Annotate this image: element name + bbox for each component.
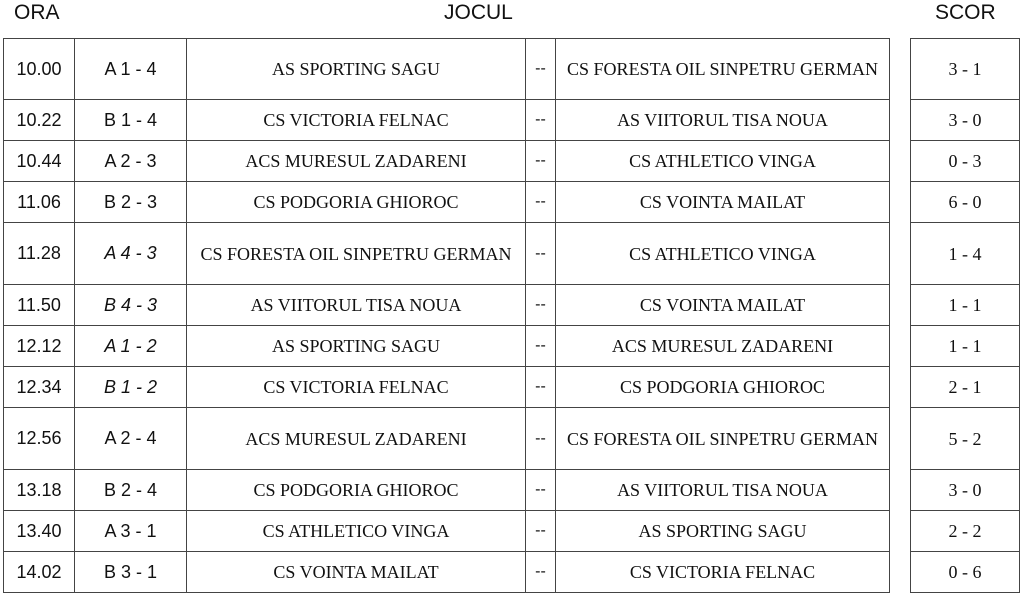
match-code: A 2 - 3 [75, 141, 187, 182]
match-row [4, 141, 890, 182]
score-row [911, 39, 1020, 100]
score-row [911, 511, 1020, 552]
score-row [911, 367, 1020, 408]
away-team: CS VOINTA MAILAT [556, 285, 890, 326]
home-team: AS SPORTING SAGU [187, 39, 526, 100]
match-code: A 1 - 4 [75, 39, 187, 100]
versus-separator: -- [526, 223, 556, 285]
match-row [4, 285, 890, 326]
match-row [4, 367, 890, 408]
score-row [911, 100, 1020, 141]
score-row [911, 408, 1020, 470]
match-score: 3 - 1 [911, 39, 1020, 100]
home-team: CS PODGORIA GHIOROC [187, 470, 526, 511]
score-row [911, 552, 1020, 593]
match-code: A 4 - 3 [75, 223, 187, 285]
score-row [911, 223, 1020, 285]
match-time: 13.40 [4, 511, 75, 552]
score-row [911, 285, 1020, 326]
match-score: 3 - 0 [911, 100, 1020, 141]
home-team: CS VICTORIA FELNAC [187, 367, 526, 408]
match-row [4, 408, 890, 470]
match-time: 13.18 [4, 470, 75, 511]
versus-separator: -- [526, 100, 556, 141]
home-team: CS PODGORIA GHIOROC [187, 182, 526, 223]
away-team: CS VOINTA MAILAT [556, 182, 890, 223]
match-score: 0 - 3 [911, 141, 1020, 182]
versus-separator: -- [526, 326, 556, 367]
home-team: CS ATHLETICO VINGA [187, 511, 526, 552]
match-time: 11.28 [4, 223, 75, 285]
home-team: ACS MURESUL ZADARENI [187, 408, 526, 470]
versus-separator: -- [526, 39, 556, 100]
away-team: CS FORESTA OIL SINPETRU GERMAN [556, 39, 890, 100]
match-score: 0 - 6 [911, 552, 1020, 593]
match-row [4, 100, 890, 141]
match-score: 1 - 1 [911, 285, 1020, 326]
match-row [4, 470, 890, 511]
match-code: B 2 - 3 [75, 182, 187, 223]
score-row [911, 470, 1020, 511]
home-team: CS VICTORIA FELNAC [187, 100, 526, 141]
header-game: JOCUL [444, 1, 513, 24]
match-time: 12.56 [4, 408, 75, 470]
match-row [4, 182, 890, 223]
home-team: ACS MURESUL ZADARENI [187, 141, 526, 182]
versus-separator: -- [526, 552, 556, 593]
versus-separator: -- [526, 367, 556, 408]
match-code: B 1 - 2 [75, 367, 187, 408]
match-time: 12.34 [4, 367, 75, 408]
away-team: ACS MURESUL ZADARENI [556, 326, 890, 367]
match-code: A 2 - 4 [75, 408, 187, 470]
match-time: 12.12 [4, 326, 75, 367]
score-row [911, 326, 1020, 367]
match-row [4, 511, 890, 552]
header-score: SCOR [935, 1, 996, 24]
versus-separator: -- [526, 141, 556, 182]
away-team: CS VICTORIA FELNAC [556, 552, 890, 593]
match-score: 6 - 0 [911, 182, 1020, 223]
schedule-table [3, 38, 890, 593]
away-team: AS VIITORUL TISA NOUA [556, 100, 890, 141]
match-code: B 1 - 4 [75, 100, 187, 141]
match-time: 11.50 [4, 285, 75, 326]
away-team: CS ATHLETICO VINGA [556, 141, 890, 182]
match-row [4, 552, 890, 593]
match-score: 1 - 4 [911, 223, 1020, 285]
away-team: CS ATHLETICO VINGA [556, 223, 890, 285]
match-time: 14.02 [4, 552, 75, 593]
score-row [911, 182, 1020, 223]
away-team: CS FORESTA OIL SINPETRU GERMAN [556, 408, 890, 470]
home-team: AS VIITORUL TISA NOUA [187, 285, 526, 326]
match-code: B 4 - 3 [75, 285, 187, 326]
match-row [4, 223, 890, 285]
match-score: 2 - 1 [911, 367, 1020, 408]
match-score: 3 - 0 [911, 470, 1020, 511]
match-time: 10.44 [4, 141, 75, 182]
versus-separator: -- [526, 182, 556, 223]
match-code: B 2 - 4 [75, 470, 187, 511]
score-row [911, 141, 1020, 182]
away-team: AS SPORTING SAGU [556, 511, 890, 552]
header-time: ORA [14, 1, 60, 24]
match-row [4, 39, 890, 100]
match-time: 10.00 [4, 39, 75, 100]
match-code: B 3 - 1 [75, 552, 187, 593]
match-score: 1 - 1 [911, 326, 1020, 367]
versus-separator: -- [526, 285, 556, 326]
match-time: 11.06 [4, 182, 75, 223]
home-team: CS VOINTA MAILAT [187, 552, 526, 593]
versus-separator: -- [526, 408, 556, 470]
score-table [910, 38, 1020, 593]
match-score: 5 - 2 [911, 408, 1020, 470]
away-team: AS VIITORUL TISA NOUA [556, 470, 890, 511]
home-team: CS FORESTA OIL SINPETRU GERMAN [187, 223, 526, 285]
away-team: CS PODGORIA GHIOROC [556, 367, 890, 408]
home-team: AS SPORTING SAGU [187, 326, 526, 367]
match-score: 2 - 2 [911, 511, 1020, 552]
versus-separator: -- [526, 470, 556, 511]
match-time: 10.22 [4, 100, 75, 141]
match-row [4, 326, 890, 367]
match-code: A 1 - 2 [75, 326, 187, 367]
match-code: A 3 - 1 [75, 511, 187, 552]
versus-separator: -- [526, 511, 556, 552]
